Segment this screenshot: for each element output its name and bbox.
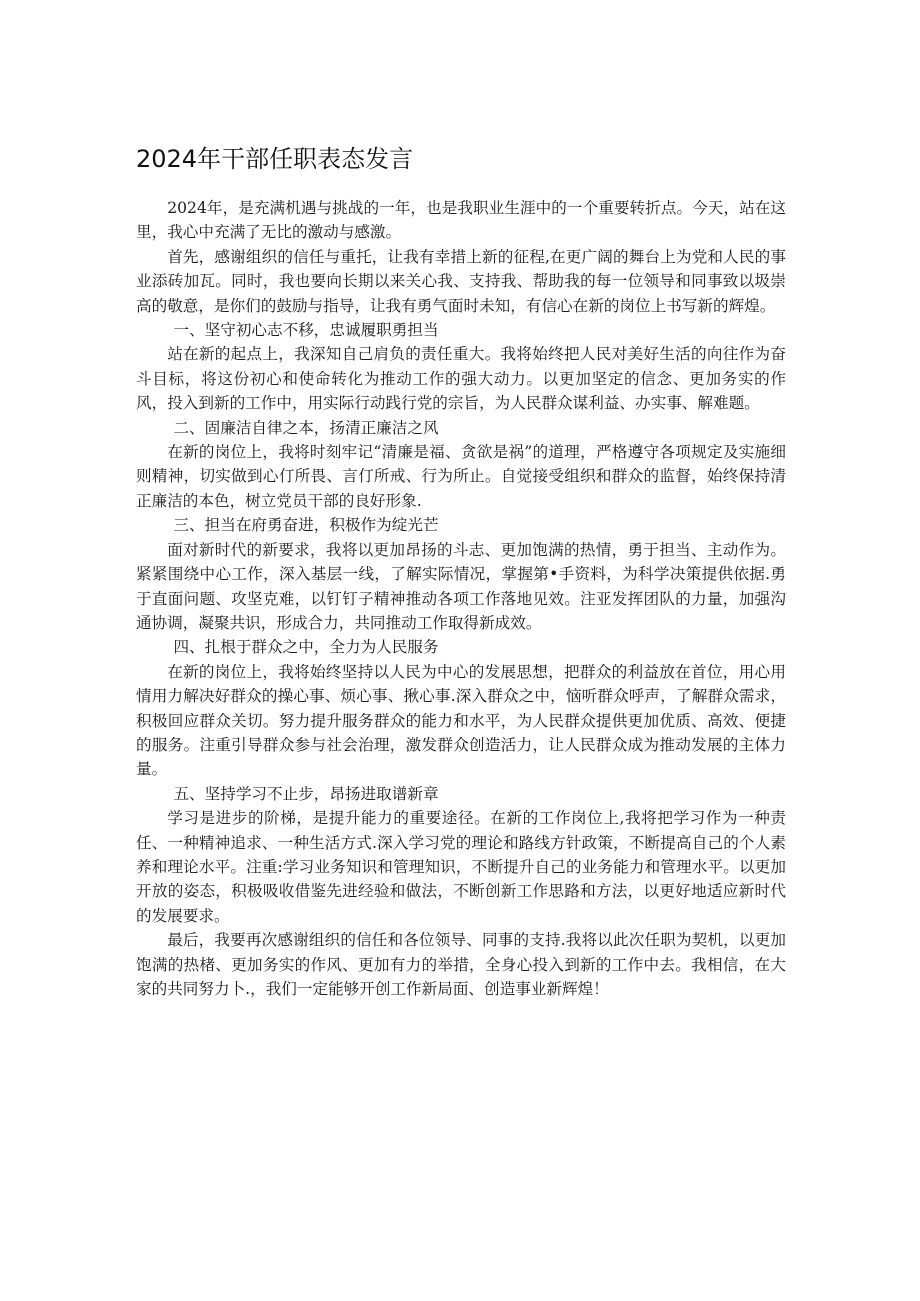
paragraph-section-4: 在新的岗位上，我将始终坚持以人民为中心的发展思想，把群众的利益放在首位，用心用情用力解决好群众的操心事、烦心事、揪心事.深入群众之中，恼听群众呼声，了解群众需求，积极回应群众关切。努力提升服务群众的能力和水平，为人民群众提供更加优质、高效、便捷的服务。注重引导群众参与社会治理，激发群众创造活力，让人民群众成为推动发展的主体力量。 bbox=[136, 662, 786, 779]
paragraph-section-5: 学习是进步的阶梯，是提升能力的重要途径。在新的工作岗位上,我将把学习作为一种责任、一种精神追求、一种生活方式.深入学习党的理论和路线方针政策，不断提高自己的个人素养和理论水平。注重:学习业务知识和管理知识，不断提升自己的业务能力和管理水平。以更加开放的姿态，积极吸收借鉴先进经验和做法，不断创新工作思路和方法，以更好地适应新时代的发展要求。 bbox=[136, 809, 786, 925]
paragraph-closing: 最后，我要再次感谢组织的信任和各位领导、同事的支持.我将以此次任职为契机，以更加饱满的热楮、更加务实的作风、更加有力的举措，全身心投入到新的工作中去。我相信，在大家的共同努力卜.，我们一定能够开创工作新局面、创造事业新辉煌！ bbox=[136, 931, 786, 998]
paragraph-intro: 2024年，是充满机遇与挑战的一年，也是我职业生涯中的一个重要转折点。今天，站在这里，我心中充满了无比的激动与感激。 bbox=[136, 199, 786, 242]
section-heading-1: 一、坚守初心志不移，忠诚履职勇担当 bbox=[173, 321, 439, 340]
document-title: 2024年干部任职表态发言 bbox=[136, 145, 414, 173]
document-body bbox=[136, 196, 786, 1001]
section-heading-4: 四、扎根于群众之中，全力为人民服务 bbox=[173, 638, 439, 657]
paragraph-thanks: 首先，感谢组织的信任与重托，让我有幸措上新的征程,在更广阔的舞台上为党和人民的事业添砖加瓦。同时，我也要向长期以来关心我、支持我、帮助我的每一位领导和同事致以圾崇高的敬意，是你们的鼓励与指导，让我有勇气面时未知，有信心在新的岗位上书写新的辉煌。 bbox=[136, 247, 786, 315]
paragraph-section-3: 面对新时代的新要求，我将以更加昂扬的斗志、更加饱满的热情，勇于担当、主动作为。紧紧围绕中心工作，深入基层一线，了解实际情况，掌握第•手资料，为科学决策提供依据.勇于直面问题、攻坚克难，以钉钉子精神推动各项工作落地见效。注亚发挥团队的力量，加强沟通协调，凝聚共识，形成合力，共同推动工作取得新成效。 bbox=[136, 540, 786, 632]
section-heading-2: 二、固廉洁自律之本，扬清正廉洁之风 bbox=[173, 418, 439, 437]
paragraph-section-1: 站在新的起点上，我深知自己肩负的责任重大。我将始终把人民对美好生活的向往作为奋斗目标，将这份初心和使命转化为推动工作的强大动力。以更加坚定的信念、更加务实的作风，投入到新的工作中，用实际行动践行党的宗旨，为人民群众谋利益、办实事、解难题。 bbox=[136, 345, 786, 413]
section-heading-3: 三、担当在府勇奋进，积极作为绽光芒 bbox=[173, 516, 439, 535]
paragraph-section-2: 在新的岗位上，我将时刻牢记“清廉是福、贪欲是祸”的道理，严格遵守各项规定及实施细则精神，切实做到心仃所畏、言仃所戒、行为所止。自觉接受组织和群众的监督，始终保持清正廉洁的本色，树立党员干部的良好形象. bbox=[136, 443, 786, 510]
section-heading-5: 五、坚持学习不止步，昂扬进取谱新章 bbox=[173, 784, 439, 803]
